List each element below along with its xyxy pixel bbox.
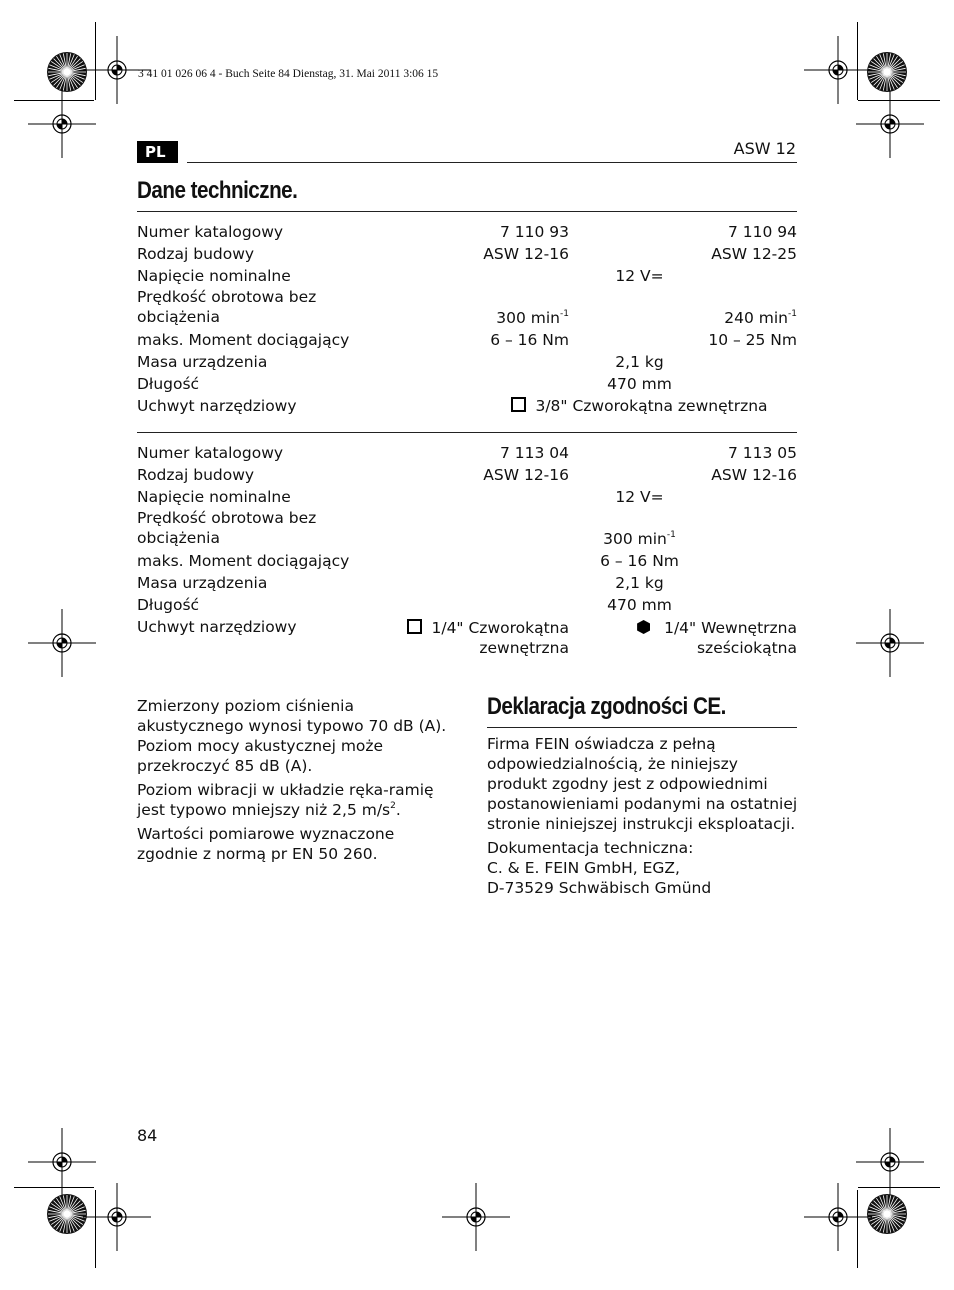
page-number: 84 [137, 1126, 158, 1145]
table-row [137, 486, 797, 508]
square-drive-icon [407, 619, 422, 634]
model-heading: ASW 12 [733, 139, 796, 158]
table-row [137, 442, 797, 464]
cell-value: 10 – 25 Nm [708, 331, 797, 349]
table-row [137, 395, 797, 417]
holder-text: 1/4" Wewnętrzna [664, 619, 797, 637]
row-label [137, 287, 387, 327]
cell-value: 7 110 94 [727, 223, 797, 241]
table-row [137, 464, 797, 486]
row-label: Napięcie nominalne [137, 267, 291, 285]
section-title-ce-declaration: Deklaracja zgodności CE. [487, 693, 726, 720]
exponent: -1 [560, 308, 569, 319]
table-row [137, 616, 797, 658]
hexagon-drive-icon [637, 620, 650, 634]
holder-text: 3/8" Czworokątna zewnętrzna [535, 397, 768, 415]
cell-value: 2,1 kg [615, 574, 664, 592]
paragraph [487, 838, 802, 898]
table-row [137, 572, 797, 594]
paragraph: Wartości pomiarowe wyznaczone zgodnie z normą pr EN 50 260. [137, 825, 395, 863]
print-slug: 3 41 01 026 06 4 - Buch Seite 84 Dienstag, 31. Mai 2011 3:06 15 [138, 68, 439, 80]
table-row [137, 594, 797, 616]
paragraph-line: D-73529 Schwäbisch Gmünd [487, 879, 712, 897]
paragraph: Zmierzony poziom ciśnienia akustycznego wynosi typowo 70 dB (A). Poziom mocy akustycznej może przekroczyć 85 dB (A). [137, 697, 447, 775]
cell-value [467, 528, 812, 550]
cell-value [496, 307, 569, 329]
row-label: Uchwyt narzędziowy [137, 618, 297, 636]
paragraph-text: . [395, 801, 401, 819]
cell-value: ASW 12-25 [711, 245, 797, 263]
cell-value: 7 113 04 [499, 444, 569, 462]
paragraph-line: Dokumentacja techniczna: [487, 839, 694, 857]
speed-value: 300 min [496, 309, 561, 327]
row-label: maks. Moment dociągający [137, 552, 350, 570]
header-rule [187, 162, 797, 163]
table-row [137, 243, 797, 265]
paragraph-line: C. & E. FEIN GmbH, EGZ, [487, 859, 680, 877]
holder-text: sześciokątna [696, 639, 797, 657]
ce-declaration-text [487, 734, 802, 902]
row-label: Numer katalogowy [137, 223, 284, 241]
cell-value: ASW 12-16 [711, 466, 797, 484]
holder-text: 1/4" Czworokątna [431, 619, 569, 637]
cell-value [724, 307, 797, 329]
cell-value: 7 110 93 [499, 223, 569, 241]
exponent: -1 [666, 529, 676, 540]
paragraph [137, 780, 452, 820]
language-badge: PL [137, 141, 178, 163]
row-label: Uchwyt narzędziowy [137, 397, 297, 415]
row-label-line: Prędkość obrotowa bez [137, 288, 317, 306]
row-label: Numer katalogowy [137, 444, 284, 462]
row-label-line: obciążenia [137, 308, 220, 326]
row-label: maks. Moment dociągający [137, 331, 350, 349]
row-label: Masa urządzenia [137, 574, 268, 592]
cell-value: 470 mm [607, 375, 672, 393]
table-row [137, 550, 797, 572]
cell-value [637, 618, 797, 658]
cell-value: 7 113 05 [727, 444, 797, 462]
row-label: Długość [137, 375, 200, 393]
cell-value [467, 395, 812, 417]
table-row [137, 221, 797, 243]
square-drive-icon [511, 397, 526, 412]
exponent: 2 [390, 800, 396, 811]
table-row [137, 351, 797, 373]
row-label-line: obciążenia [137, 529, 220, 547]
exponent: -1 [788, 308, 797, 319]
table-row [137, 508, 797, 550]
table-row [137, 373, 797, 395]
spec-table-2 [137, 442, 797, 658]
cell-value: 2,1 kg [615, 353, 664, 371]
cell-value: 6 – 16 Nm [600, 552, 679, 570]
paragraph: Firma FEIN oświadcza z pełną odpowiedzialnością, że niniejszy produkt zgodny jest z odpowiednimi postanowieniami podanymi na ostatniej stronie niniejszej instrukcji eksploatacji. [487, 735, 798, 833]
speed-value: 300 min [603, 530, 667, 548]
row-label: Rodzaj budowy [137, 245, 255, 263]
cell-value: 12 V= [615, 488, 664, 506]
cell-value [407, 618, 569, 658]
table-row [137, 329, 797, 351]
cell-value: ASW 12-16 [483, 245, 569, 263]
row-label: Rodzaj budowy [137, 466, 255, 484]
cell-value: ASW 12-16 [483, 466, 569, 484]
table-divider [137, 432, 797, 433]
row-label: Napięcie nominalne [137, 488, 291, 506]
spec-table-1 [137, 221, 797, 417]
section-rule [137, 211, 797, 212]
row-label [137, 508, 387, 548]
section-rule [487, 727, 797, 728]
section-title-technical-data: Dane techniczne. [137, 177, 298, 204]
table-row [137, 287, 797, 329]
cell-value: 470 mm [607, 596, 672, 614]
speed-value: 240 min [724, 309, 789, 327]
table-row [137, 265, 797, 287]
row-label: Długość [137, 596, 200, 614]
row-label: Masa urządzenia [137, 353, 268, 371]
paragraph-text: Poziom wibracji w układzie ręka-ramię jest typowo mniejszy niż 2,5 m/s [137, 781, 434, 819]
noise-vibration-text [137, 696, 452, 868]
row-label-line: Prędkość obrotowa bez [137, 509, 317, 527]
holder-text: zewnętrzna [479, 639, 569, 657]
cell-value: 12 V= [615, 267, 664, 285]
cell-value: 6 – 16 Nm [490, 331, 569, 349]
